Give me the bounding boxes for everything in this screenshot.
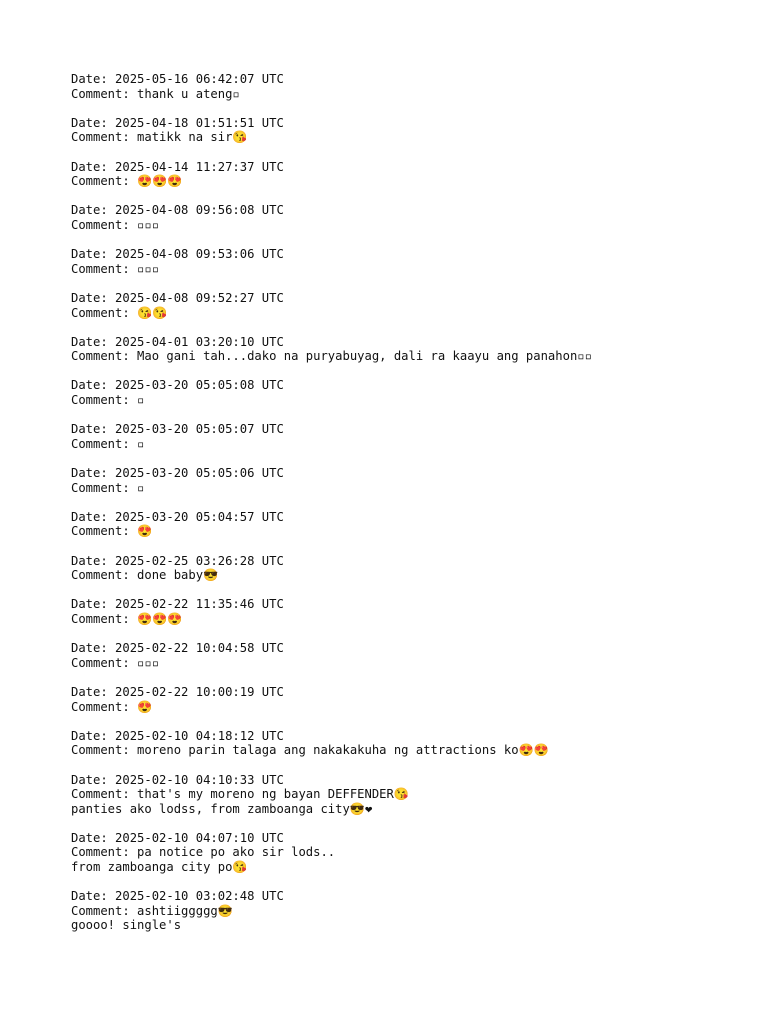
comment-entry: [71, 466, 744, 495]
comment-text: Comment: moreno parin talaga ang nakakakuha ng attractions ko😍😍: [71, 743, 549, 758]
comment-entry: [71, 889, 744, 933]
comment-date: Date: 2025-02-10 04:07:10 UTC: [71, 830, 284, 845]
comment-entry: [71, 160, 744, 189]
comment-entry: [71, 422, 744, 451]
comment-date: Date: 2025-05-16 06:42:07 UTC: [71, 72, 284, 86]
comment-date: Date: 2025-02-25 03:26:28 UTC: [71, 553, 284, 568]
comment-text: Comment: Mao gani tah...dako na puryabuyag, dali ra kaayu ang panahon▫▫: [71, 349, 592, 364]
comment-entry: [71, 554, 744, 583]
comment-date: Date: 2025-02-10 04:18:12 UTC: [71, 728, 284, 743]
comment-text: Comment: thank u ateng▫: [71, 86, 240, 101]
comment-date: Date: 2025-02-22 10:00:19 UTC: [71, 684, 284, 699]
comment-text-continued: goooo! single's: [71, 918, 182, 933]
comment-entry: [71, 247, 744, 276]
comment-date: Date: 2025-03-20 05:04:57 UTC: [71, 509, 284, 524]
comment-date: Date: 2025-04-14 11:27:37 UTC: [71, 159, 284, 174]
comment-text: Comment: pa notice po ako sir lods..: [71, 845, 336, 860]
comment-text: Comment: done baby😎: [71, 568, 219, 583]
comment-entry: [71, 116, 744, 145]
comment-text: Comment: 😍😍😍: [71, 611, 183, 626]
comment-date: Date: 2025-04-18 01:51:51 UTC: [71, 115, 284, 130]
comment-date: Date: 2025-04-01 03:20:10 UTC: [71, 334, 284, 349]
comment-date: Date: 2025-02-22 10:04:58 UTC: [71, 641, 284, 656]
comment-text: Comment: ▫: [71, 480, 145, 495]
comment-text: Comment: ▫▫▫: [71, 217, 160, 232]
comment-entry: [71, 597, 744, 626]
comment-entry: [71, 773, 744, 817]
comment-text: Comment: 😍😍😍: [71, 174, 183, 189]
comment-date: Date: 2025-02-10 03:02:48 UTC: [71, 889, 284, 904]
comment-entry: [71, 831, 744, 875]
comment-date: Date: 2025-04-08 09:53:06 UTC: [71, 247, 284, 262]
comment-text: Comment: 😘😘: [71, 305, 168, 320]
comment-date: Date: 2025-04-08 09:56:08 UTC: [71, 203, 284, 218]
comment-entry: [71, 291, 744, 320]
comment-text: Comment: ▫: [71, 436, 145, 451]
comment-date: Date: 2025-03-20 05:05:06 UTC: [71, 466, 284, 481]
comment-date: Date: 2025-03-20 05:05:08 UTC: [71, 378, 284, 393]
comment-date: Date: 2025-02-22 11:35:46 UTC: [71, 597, 284, 612]
comment-entry: [71, 203, 744, 232]
comment-entry: [71, 510, 744, 539]
comment-text-continued: panties ako lodss, from zamboanga city😎❤: [71, 801, 373, 816]
comment-date: Date: 2025-02-10 04:10:33 UTC: [71, 772, 284, 787]
comment-text: Comment: ▫▫▫: [71, 655, 160, 670]
comment-text: Comment: ashtiiggggg😎: [71, 903, 233, 918]
comment-entry: [71, 335, 744, 364]
comment-text: Comment: ▫: [71, 393, 145, 408]
comment-entry: [71, 378, 744, 407]
comment-text-continued: from zamboanga city po😘: [71, 860, 248, 875]
comment-entry: [71, 641, 744, 670]
comment-text: Comment: 😍: [71, 524, 153, 539]
comment-entry: [71, 72, 744, 101]
comment-text: Comment: ▫▫▫: [71, 261, 160, 276]
comment-entry: [71, 729, 744, 758]
comment-entry: [71, 685, 744, 714]
comment-date: Date: 2025-04-08 09:52:27 UTC: [71, 290, 284, 305]
comment-text: Comment: matikk na sir😘: [71, 130, 248, 145]
comment-log: [71, 72, 744, 948]
comment-text: Comment: that's my moreno ng bayan DEFFENDER😘: [71, 787, 410, 802]
comment-date: Date: 2025-03-20 05:05:07 UTC: [71, 422, 284, 437]
comment-text: Comment: 😍: [71, 699, 153, 714]
